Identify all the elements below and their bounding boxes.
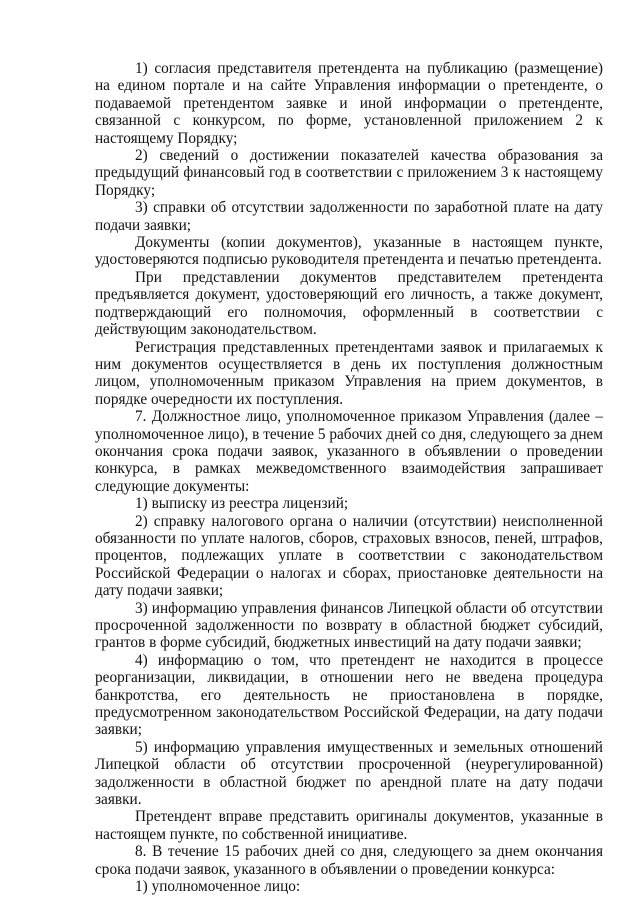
list-item-property-info: 5) информацию управления имущественных и земельных отношений Липецкой области об отсутствии просроченной (неурегулированной) задолженности в областной бюджет по арендной плате на дату подачи заявки.: [95, 738, 603, 809]
paragraph-salary-debt-certificate: 3) справки об отсутствии задолженности по заработной плате на дату подачи заявки;: [95, 199, 603, 234]
list-item-tax-certificate: 2) справку налогового органа о наличии (отсутствии) неисполненной обязанности по уплате налогов, сборов, страховых взносов, пеней, штрафов, процентов, подлежащих уплате в соответствии с законодательством Российской Федерации о налогах и сборах, приостановке деятельности на дату подачи заявки;: [95, 512, 603, 600]
paragraph-consent-publication: 1) согласия представителя претендента на публикацию (размещение) на едином портале и на сайте Управления информации о претенденте, о подаваемой претендентом заявке и иной информации о претенденте, связанной с конкурсом, по форме, установленной приложением 2 к настоящему Порядку;: [95, 60, 603, 147]
paragraph-education-quality: 2) сведений о достижении показателей качества образования за предыдущий финансовый год в соответствии с приложением 3 к настоящему Порядку;: [95, 147, 603, 199]
list-item-license-registry: 1) выписку из реестра лицензий;: [135, 495, 349, 513]
paragraph-document-certification: Документы (копии документов), указанные в настоящем пункте, удостоверяются подписью руководителя претендента и печатью претендента.: [95, 234, 603, 269]
list-item-finance-info: 3) информацию управления финансов Липецкой области об отсутствии просроченной задолженности по возврату в областной бюджет субсидий, грантов в форме субсидий, бюджетных инвестиций на дату подачи заявки;: [95, 599, 603, 652]
paragraph-item-8: 8. В течение 15 рабочих дней со дня, следующего за днем окончания срока подачи заявок, указанного в объявлении о проведении конкурса:: [95, 843, 603, 878]
paragraph-item-7: 7. Должностное лицо, уполномоченное приказом Управления (далее – уполномоченное лицо), в течение 5 рабочих дней со дня, следующего за днем окончания срока подачи заявок, указанного в объявлении о проведении конкурса, в рамках межведомственного взаимодействия запрашивает следующие документы:: [95, 408, 603, 495]
paragraph-registration: Регистрация представленных претендентами заявок и прилагаемых к ним документов осуществляется в день их поступления должностным лицом, уполномоченным приказом Управления на прием документов, в порядке очередности их поступления.: [95, 338, 603, 408]
list-item-authorized-person: 1) уполномоченное лицо:: [135, 878, 301, 896]
list-item-reorganization-info: 4) информацию о том, что претендент не находится в процессе реорганизации, ликвидации, в отношении него не введена процедура банкротства, его деятельность не приостановлена в порядке, предусмотренном законодательством Российской Федерации, на дату подачи заявки;: [95, 651, 603, 739]
paragraph-representative-identity: При представлении документов представителем претендента предъявляется документ, удостоверяющий его личность, а также документ, подтверждающий его полномочия, оформленный в соответствии с действующим законодательством.: [95, 268, 603, 339]
paragraph-originals-initiative: Претендент вправе представить оригиналы документов, указанные в настоящем пункте, по собственной инициативе.: [95, 808, 603, 843]
